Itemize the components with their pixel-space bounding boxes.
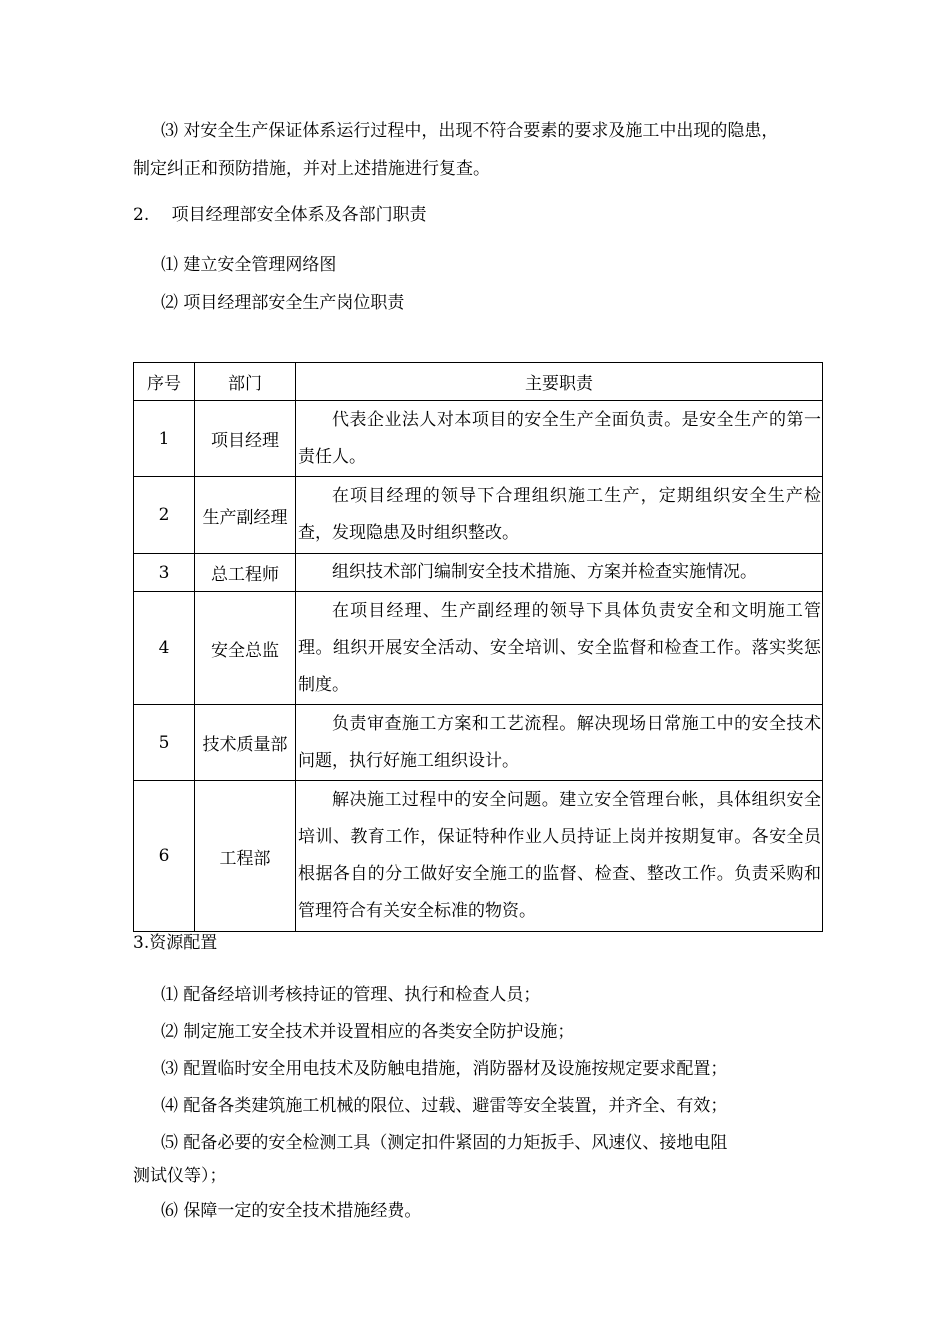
header-dept: 部门 (195, 363, 296, 401)
table-row (134, 554, 823, 592)
section3-heading: 3.资源配置 (133, 933, 218, 953)
table-row (134, 781, 823, 932)
section2-item-1: ⑴ 建立安全管理网络图 (161, 255, 337, 275)
row-no: 6 (134, 781, 195, 932)
row-dept: 安全总监 (195, 592, 296, 705)
row-duty: 在项目经理的领导下合理组织施工生产，定期组织安全生产检查，发现隐患及时组织整改。 (296, 477, 823, 554)
table-row (134, 401, 823, 477)
row-duty: 组织技术部门编制安全技术措施、方案并检查实施情况。 (296, 554, 823, 592)
intro-item3-line1: ⑶ 对安全生产保证体系运行过程中，出现不符合要素的要求及施工中出现的隐患， (161, 121, 779, 141)
row-no: 2 (134, 477, 195, 554)
section3-item-2: ⑵ 制定施工安全技术并设置相应的各类安全防护设施； (161, 1022, 575, 1042)
header-duty: 主要职责 (296, 363, 823, 401)
row-duty: 解决施工过程中的安全问题。建立安全管理台帐，具体组织安全培训、教育工作，保证特种作业人员持证上岗并按期复审。各安全员根据各自的分工做好安全施工的监督、检查、整改工作。负责采购和管理符合有关安全标准的物资。 (296, 781, 823, 932)
header-no: 序号 (134, 363, 195, 401)
row-dept: 技术质量部 (195, 705, 296, 781)
section3-item-5: ⑸ 配备必要的安全检测工具（测定扣件紧固的力矩扳手、风速仪、接地电阻 (161, 1133, 728, 1153)
row-no: 1 (134, 401, 195, 477)
row-no: 3 (134, 554, 195, 592)
section2-item-2: ⑵ 项目经理部安全生产岗位职责 (161, 293, 405, 313)
section3-item-6: ⑹ 保障一定的安全技术措施经费。 (161, 1201, 422, 1221)
intro-item3-line2: 制定纠正和预防措施，并对上述措施进行复查。 (133, 159, 490, 179)
row-no: 5 (134, 705, 195, 781)
row-dept: 生产副经理 (195, 477, 296, 554)
table-row (134, 477, 823, 554)
row-duty: 代表企业法人对本项目的安全生产全面负责。是安全生产的第一责任人。 (296, 401, 823, 477)
table-row (134, 705, 823, 781)
row-duty: 负责审查施工方案和工艺流程。解决现场日常施工中的安全技术问题，执行好施工组织设计。 (296, 705, 823, 781)
row-dept: 总工程师 (195, 554, 296, 592)
row-no: 4 (134, 592, 195, 705)
row-dept: 项目经理 (195, 401, 296, 477)
duty-table (133, 362, 823, 932)
section3-item-1: ⑴ 配备经培训考核持证的管理、执行和检查人员； (161, 985, 541, 1005)
table-row (134, 592, 823, 705)
table-header-row (134, 363, 823, 401)
row-dept: 工程部 (195, 781, 296, 932)
section3-item-5-cont: 测试仪等）； (133, 1166, 227, 1186)
section3-item-4: ⑷ 配备各类建筑施工机械的限位、过载、避雷等安全装置，并齐全、有效； (161, 1096, 728, 1116)
section3-item-3: ⑶ 配置临时安全用电技术及防触电措施，消防器材及设施按规定要求配置； (161, 1059, 728, 1079)
row-duty: 在项目经理、生产副经理的领导下具体负责安全和文明施工管理。组织开展安全活动、安全培训、安全监督和检查工作。落实奖惩制度。 (296, 592, 823, 705)
section2-heading: 2. 项目经理部安全体系及各部门职责 (133, 205, 427, 225)
